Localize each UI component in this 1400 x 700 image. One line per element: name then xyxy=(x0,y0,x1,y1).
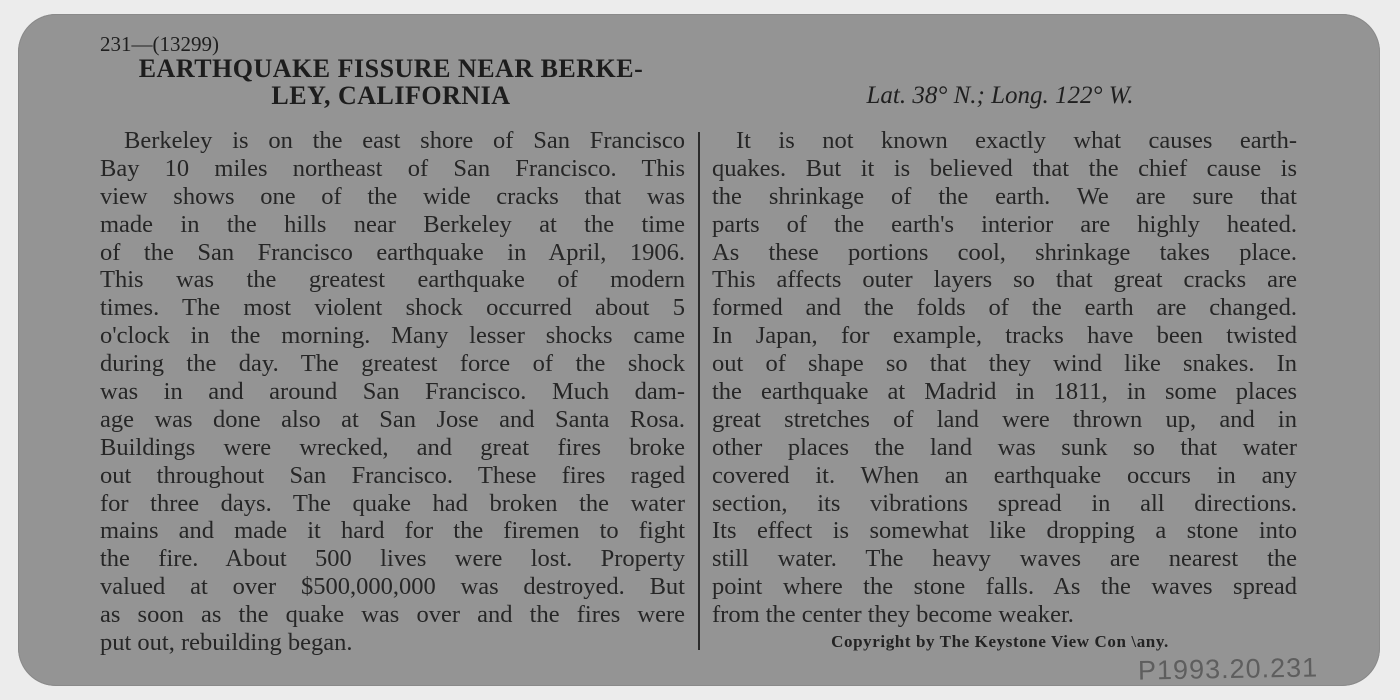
coordinates: Lat. 38° N.; Long. 122° W. xyxy=(866,82,1134,109)
text-line: quakes. But it is believed that the chief cause is xyxy=(712,154,1297,182)
text-line: out throughout San Francisco. These fires raged xyxy=(100,461,685,489)
text-line: put out, rebuilding began. xyxy=(100,629,353,657)
text-line: times. The most violent shock occurred about 5 xyxy=(100,294,685,322)
text-line: other places the land was sunk so that water xyxy=(712,433,1297,461)
text-line: o'clock in the morning. Many lesser shocks came xyxy=(100,322,685,350)
text-line: out of shape so that they wind like snakes. In xyxy=(712,350,1297,378)
text-line: Berkeley is on the east shore of San Francisco xyxy=(124,127,685,154)
text-line: point where the stone falls. As the waves spread xyxy=(712,573,1297,601)
text-line: parts of the earth's interior are highly heated. xyxy=(712,210,1297,238)
text-line: mains and made it hard for the firemen to fight xyxy=(100,517,685,545)
accession-number: P1993.20.231 xyxy=(1137,652,1319,686)
catalog-number: 231—(13299) xyxy=(100,32,219,56)
text-line: the shrinkage of the earth. We are sure that xyxy=(712,182,1297,210)
left-text-column xyxy=(100,127,685,657)
text-line: valued at over $500,000,000 was destroyed. But xyxy=(100,573,685,601)
text-line: from the center they become weaker. xyxy=(712,601,1074,629)
text-line: during the day. The greatest force of the shock xyxy=(100,350,685,378)
text-line: as soon as the quake was over and the fires were xyxy=(100,601,685,629)
text-line: was in and around San Francisco. Much dam- xyxy=(100,378,685,406)
card-title-line-2: LEY, CALIFORNIA xyxy=(271,81,511,110)
text-line: the fire. About 500 lives were lost. Property xyxy=(100,545,685,573)
text-line: Bay 10 miles northeast of San Francisco. This xyxy=(100,154,685,182)
text-line: It is not known exactly what causes earth- xyxy=(736,127,1297,154)
text-line: great stretches of land were thrown up, and in xyxy=(712,405,1297,433)
text-line: This was the greatest earthquake of modern xyxy=(100,266,685,294)
text-line: for three days. The quake had broken the water xyxy=(100,489,685,517)
column-divider xyxy=(698,132,700,650)
text-line: As these portions cool, shrinkage takes place. xyxy=(712,238,1297,266)
copyright-notice: Copyright by The Keystone View Con \any. xyxy=(831,632,1169,651)
text-line: of the San Francisco earthquake in April, 1906. xyxy=(100,238,685,266)
text-line: covered it. When an earthquake occurs in any xyxy=(712,461,1297,489)
card-title xyxy=(92,55,690,109)
text-line: section, its vibrations spread in all directions. xyxy=(712,489,1297,517)
text-line: Its effect is somewhat like dropping a stone into xyxy=(712,517,1297,545)
text-line: In Japan, for example, tracks have been twisted xyxy=(712,322,1297,350)
text-line: formed and the folds of the earth are changed. xyxy=(712,294,1297,322)
text-line: Buildings were wrecked, and great fires broke xyxy=(100,433,685,461)
text-line: This affects outer layers so that great cracks are xyxy=(712,266,1297,294)
text-line: the earthquake at Madrid in 1811, in some places xyxy=(712,378,1297,406)
text-line: still water. The heavy waves are nearest the xyxy=(712,545,1297,573)
right-text-column xyxy=(712,127,1297,629)
text-line: made in the hills near Berkeley at the time xyxy=(100,210,685,238)
text-line: age was done also at San Jose and Santa Rosa. xyxy=(100,405,685,433)
text-line: view shows one of the wide cracks that was xyxy=(100,182,685,210)
card-title-line-1: EARTHQUAKE FISSURE NEAR BERKE- xyxy=(138,54,644,83)
